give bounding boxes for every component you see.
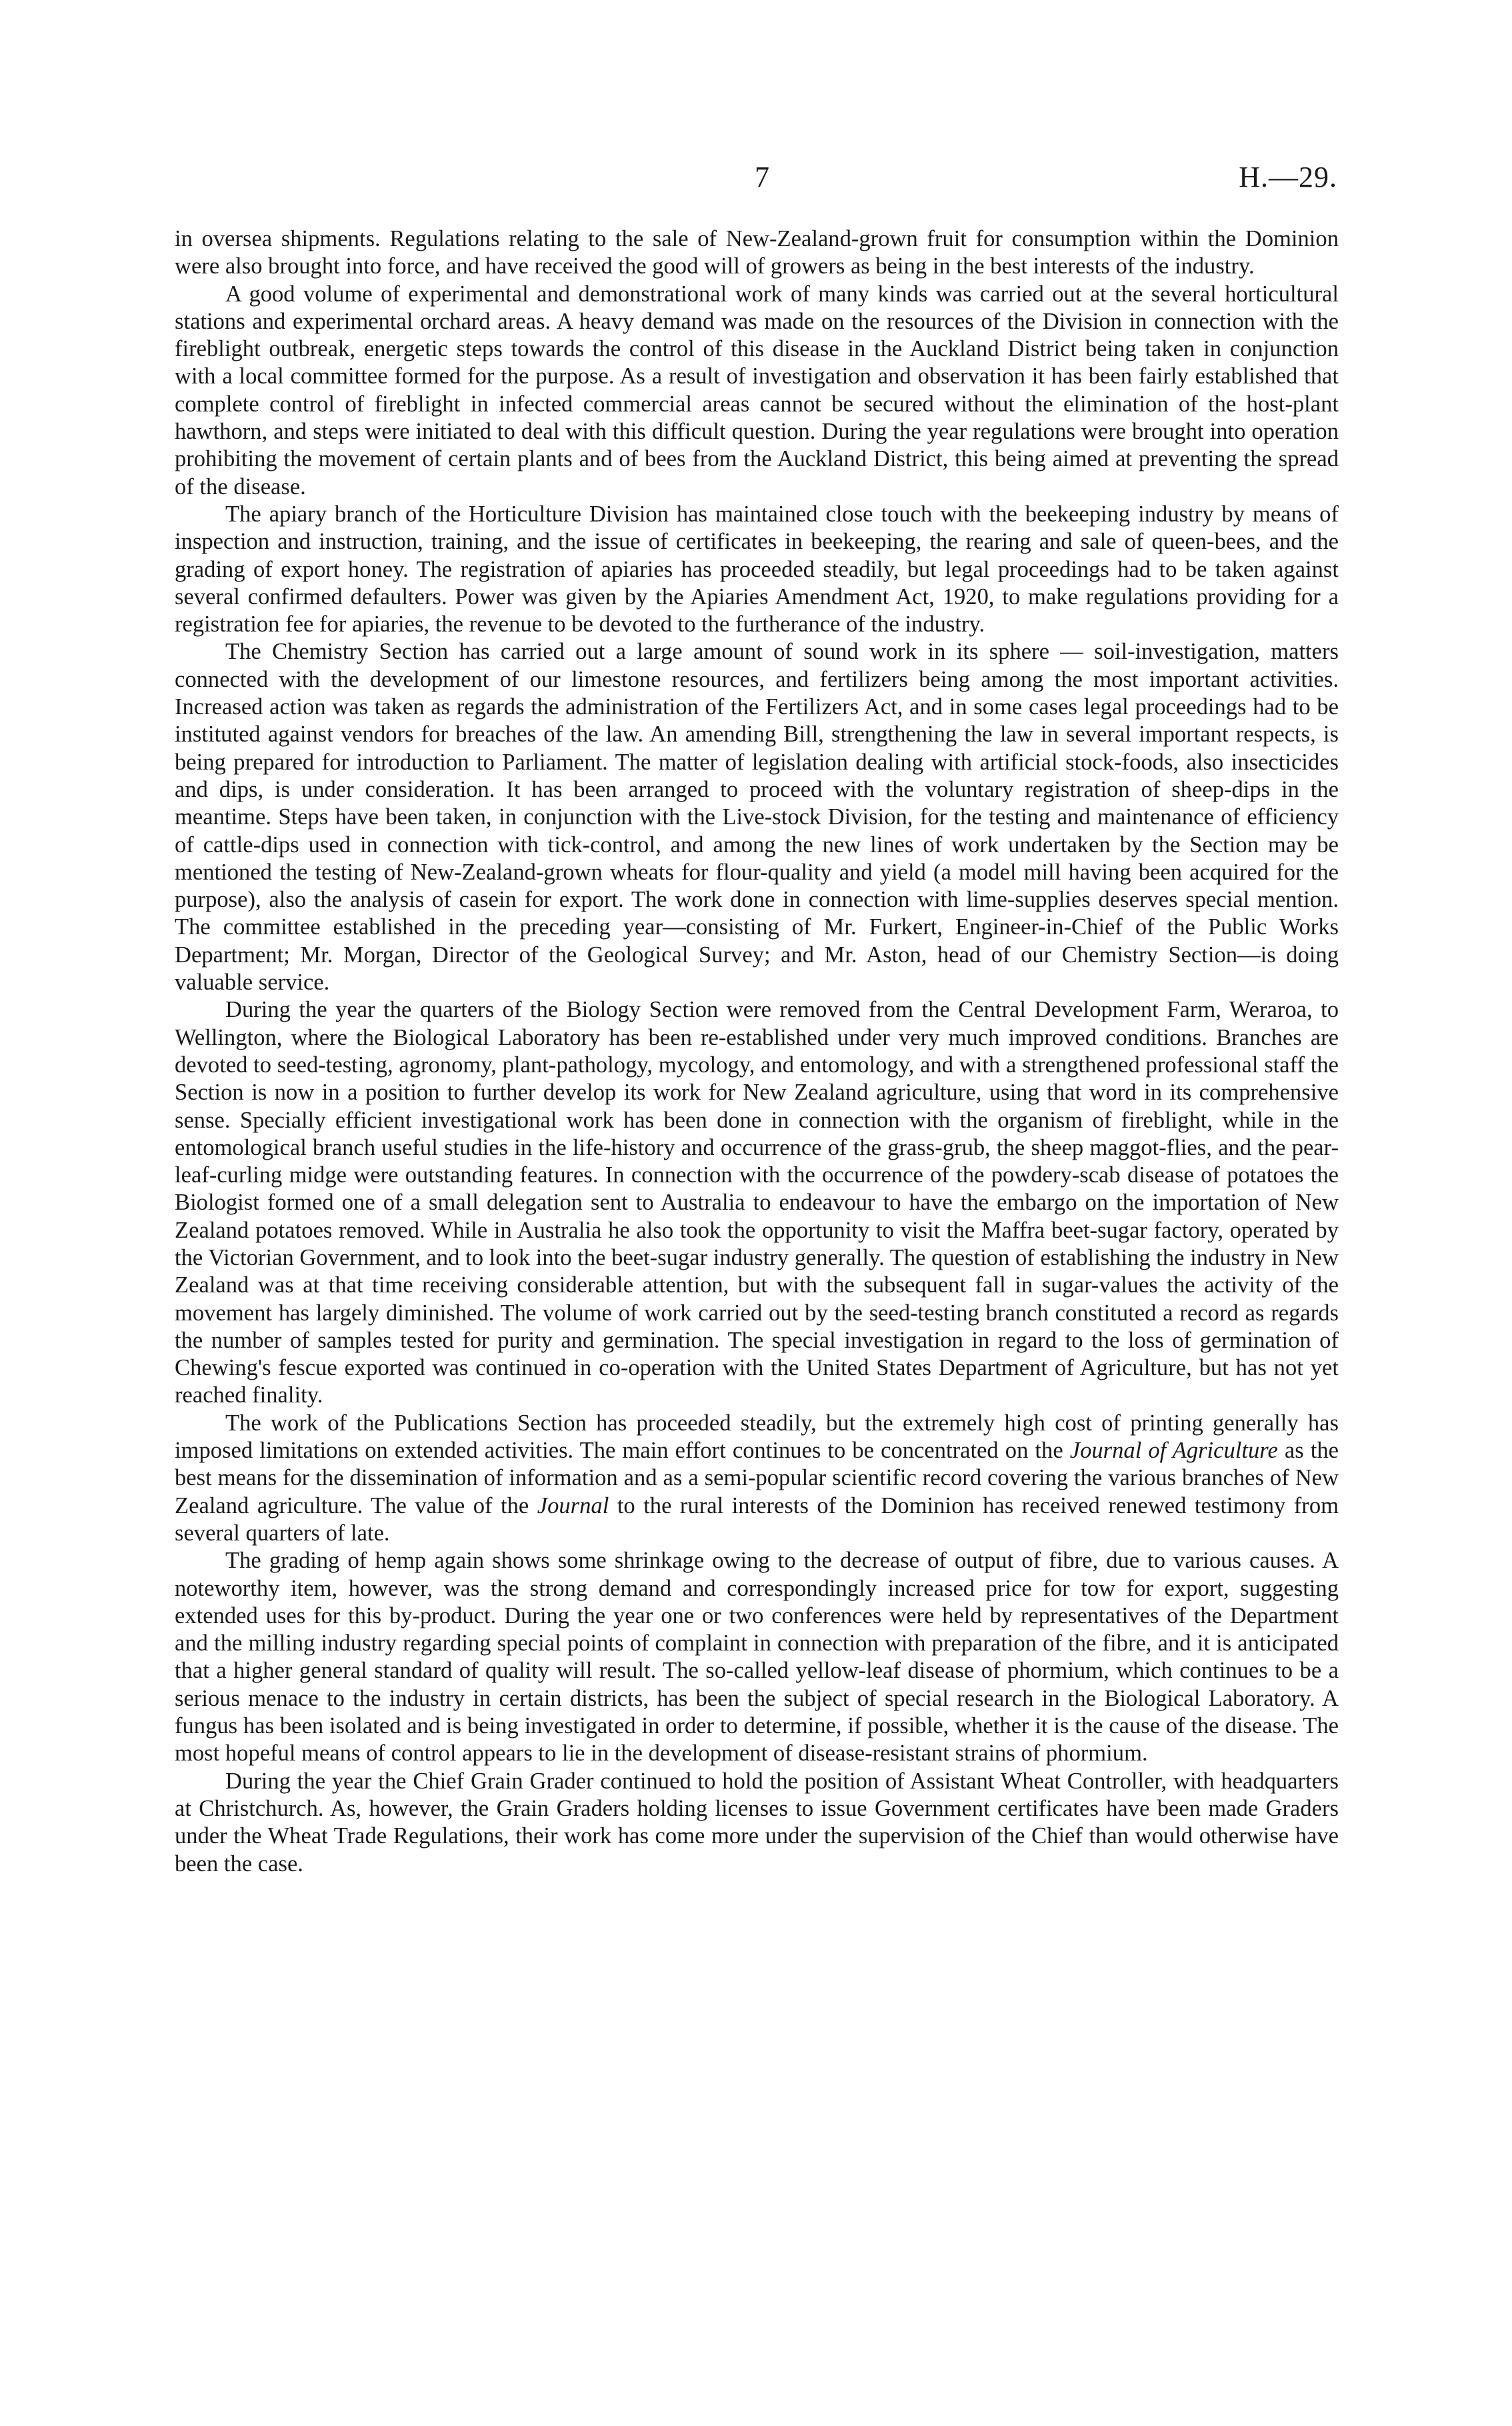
page-header — [0, 160, 1512, 200]
paragraph-horticulture: A good volume of experimental and demonstrational work of many kinds was carried out at the several horticultural stations and experimental orchard areas. A heavy demand was made on the resources of the Division in connection with the fireblight outbreak, energetic steps towards the control of this disease in the Auckland District being taken in conjunction with a local committee formed for the purpose. As a result of investigation and observation it has been fairly established that complete control of fireblight in infected commercial areas cannot be secured without the elimination of the host-plant hawthorn, and steps were initiated to deal with this difficult question. During the year regulations were brought into operation prohibiting the movement of certain plants and of bees from the Auckland District, this being aimed at preventing the spread of the disease. — [175, 281, 1339, 499]
publications-text-3: to the rural interests of the Dominion has received renewed testimony from several quarters of late. — [175, 1492, 1339, 1546]
publications-text-2: as the best means for the dissemination of information and as a semi-popular scientific record covering the various branches of New Zealand agriculture. The value of the — [175, 1438, 1339, 1518]
paragraph-continuation: in oversea shipments. Regulations relating to the sale of New-Zealand-grown fruit for consumption within the Dominion were also brought into force, and have received the good will of growers as being in the best interests of the industry. — [175, 226, 1339, 279]
journal-title: Journal of Agriculture — [1069, 1438, 1278, 1464]
publications-text-1: The work of the Publications Section has proceeded steadily, but the extremely high cost of printing generally has imposed limitations on extended activities. The main effort continues to be concentrated on the — [175, 1410, 1339, 1464]
paragraph-grain: During the year the Chief Grain Grader continued to hold the position of Assistant Wheat Controller, with headquarters at Christchurch. As, however, the Grain Graders holding licenses to issue Government certificates have been made Graders under the Wheat Trade Regulations, their work has come more under the supervision of the Chief than would otherwise have been the case. — [175, 1768, 1339, 1877]
paragraph-publications — [175, 1410, 1339, 1547]
paragraph-biology: During the year the quarters of the Biology Section were removed from the Central Development Farm, Weraroa, to Wellington, where the Biological Laboratory has been re-established under very much improved conditions. Branches are devoted to seed-testing, agronomy, plant-pathology, mycology, and entomology, and with a strengthened professional staff the Section is now in a position to further develop its work for New Zealand agriculture, using that word in its comprehensive sense. Specially efficient investigational work has been done in connection with the organism of fireblight, while in the entomological branch useful studies in the life-history and occurrence of the grass-grub, the sheep maggot-flies, and the pear-leaf-curling midge were outstanding features. In connection with the occurrence of the powdery-scab disease of potatoes the Biologist formed one of a small delegation sent to Australia to endeavour to have the embargo on the importation of New Zealand potatoes removed. While in Australia he also took the opportunity to visit the Maffra beet-sugar factory, operated by the Victorian Government, and to look into the beet-sugar industry generally. The question of establishing the industry in New Zealand was at that time receiving considerable attention, but with the subsequent fall in sugar-values the activity of the movement has largely diminished. The volume of work carried out by the seed-testing branch constituted a record as regards the number of samples tested for purity and germination. The special investigation in regard to the loss of germination of Chewing's fescue exported was continued in co-operation with the United States Department of Agriculture, but has not yet reached finality. — [175, 997, 1339, 1408]
paragraph-apiary: The apiary branch of the Horticulture Division has maintained close touch with the beekeeping industry by means of inspection and instruction, training, and the issue of certificates in beekeeping, the rearing and sale of queen-bees, and the grading of export honey. The registration of apiaries has proceeded steadily, but legal proceedings had to be taken against several confirmed defaulters. Power was given by the Apiaries Amendment Act, 1920, to make regulations providing for a registration fee for apiaries, the revenue to be devoted to the furtherance of the industry. — [175, 501, 1339, 638]
paragraph-chemistry: The Chemistry Section has carried out a large amount of sound work in its sphere — soil-investigation, matters connected with the development of our limestone resources, and fertilizers being among the most important activities. Increased action was taken as regards the administration of the Fertilizers Act, and in some cases legal proceedings had to be instituted against vendors for breaches of the law. An amending Bill, strengthening the law in several important respects, is being prepared for introduction to Parliament. The matter of legislation dealing with artificial stock-foods, also insecticides and dips, is under consideration. It has been arranged to proceed with the voluntary registration of sheep-dips in the meantime. Steps have been taken, in conjunction with the Live-stock Division, for the testing and maintenance of efficiency of cattle-dips used in connection with tick-control, and among the new lines of work undertaken by the Section may be mentioned the testing of New-Zealand-grown wheats for flour-quality and yield (a model mill having been acquired for the purpose), also the analysis of casein for export. The work done in connection with lime-supplies deserves special mention. The committee established in the preceding year—consisting of Mr. Furkert, Engineer-in-Chief of the Public Works Department; Mr. Morgan, Director of the Geological Survey; and Mr. Aston, head of our Chemistry Section—is doing valuable service. — [175, 639, 1339, 996]
paragraph-hemp: The grading of hemp again shows some shrinkage owing to the decrease of output of fibre, due to various causes. A noteworthy item, however, was the strong demand and correspondingly increased price for tow for export, suggesting extended uses for this by-product. During the year one or two conferences were held by representatives of the Department and the milling industry regarding special points of complaint in connection with preparation of the fibre, and it is anticipated that a higher general standard of quality will result. The so-called yellow-leaf disease of phormium, which continues to be a serious menace to the industry in certain districts, has been the subject of special research in the Biological Laboratory. A fungus has been isolated and is being investigated in order to determine, if possible, whether it is the cause of the disease. The most hopeful means of control appears to lie in the development of disease-resistant strains of phormium. — [175, 1548, 1339, 1766]
body-text — [175, 225, 1339, 1878]
page-number: 7 — [755, 161, 769, 193]
journal-short-title: Journal — [537, 1492, 609, 1518]
document-reference: H.—29. — [1239, 161, 1337, 193]
